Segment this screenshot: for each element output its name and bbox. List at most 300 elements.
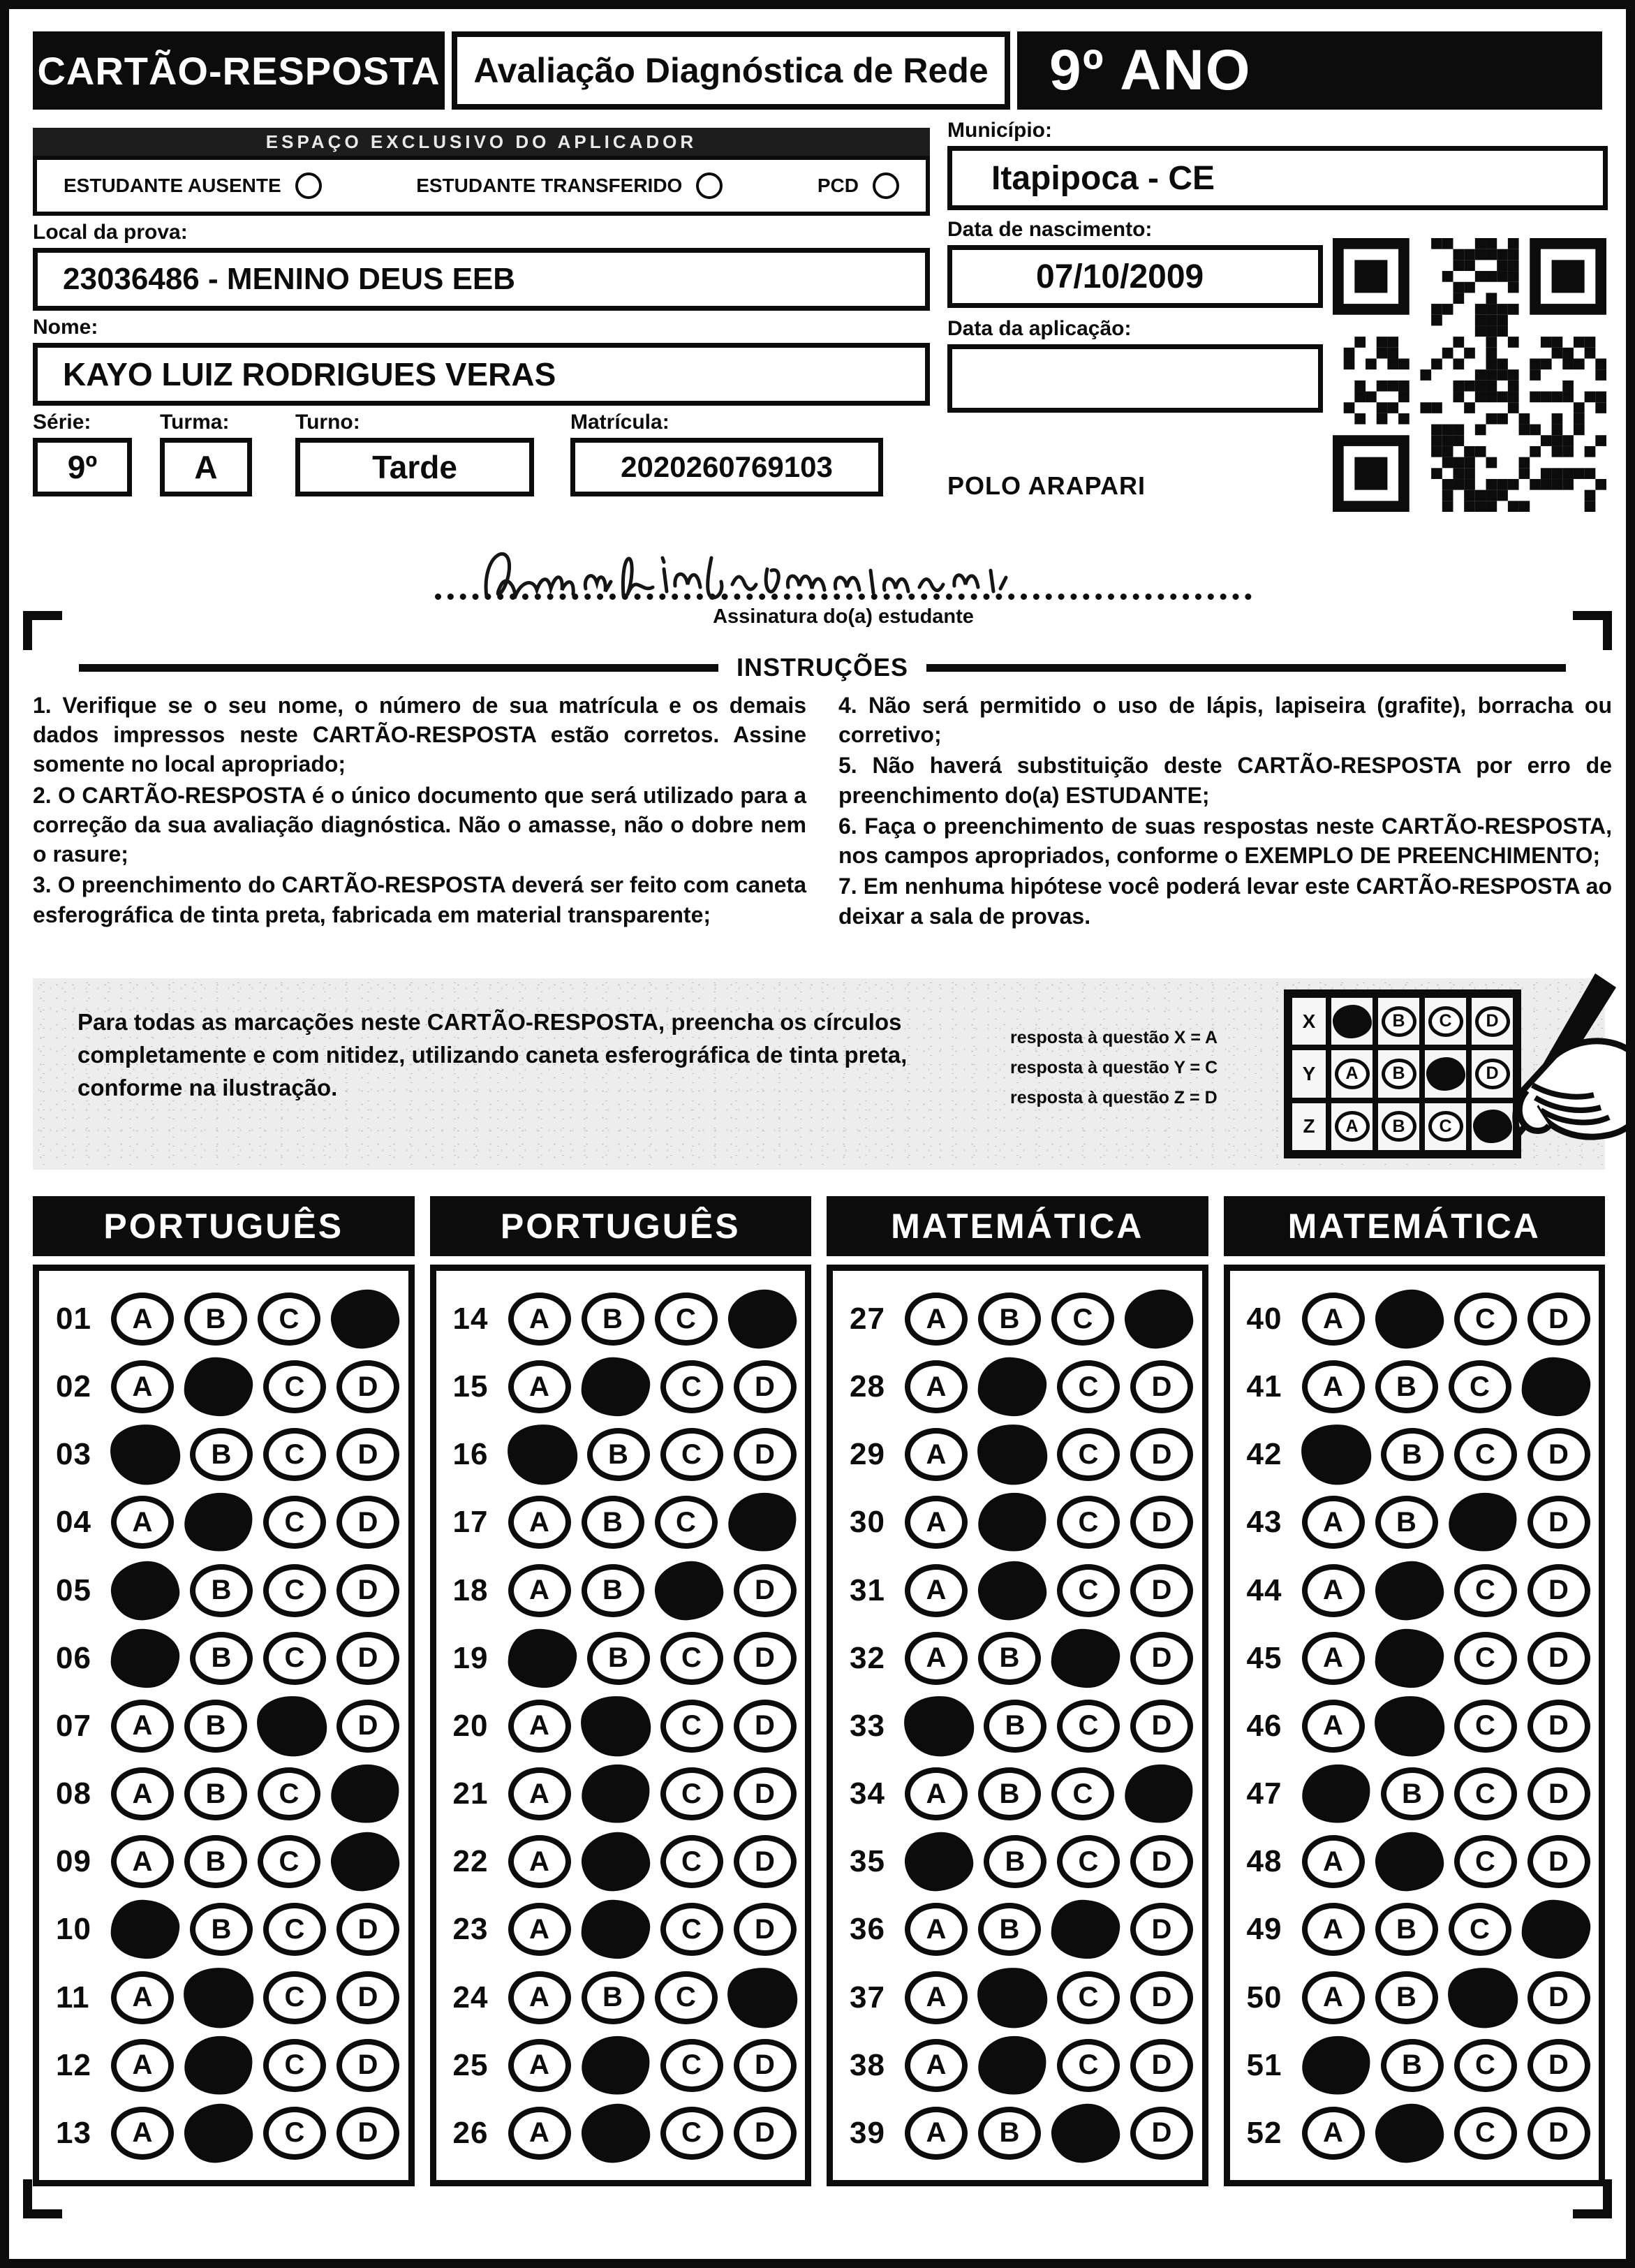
bubble-C[interactable]: C [1057,1971,1120,2024]
bubble-D[interactable]: D [734,1564,797,1617]
bubble-C[interactable]: C [655,1293,718,1346]
bubble-A[interactable]: A [905,1632,968,1685]
bubble-C[interactable]: C [263,1496,326,1549]
answer-row [850,1422,1195,1487]
bubble-A[interactable]: A [111,1767,174,1820]
bubble-A[interactable]: A [1302,2107,1365,2160]
question-number: 17 [452,1505,489,1540]
answer-row [850,1626,1195,1691]
bubble-C-marked[interactable] [653,1559,725,1622]
answer-grid [33,1265,415,2186]
answer-row [56,1489,401,1555]
status-circle[interactable] [873,172,899,199]
instruction-item: 6. Faça o preenchimento de suas respostas neste CARTÃO-RESPOSTA, nos campos apropriados, conforme o EXEMPLO DE PREENCHIMENTO; [838,813,1612,869]
answer-row [453,1558,799,1623]
example-bubble: A [1335,1111,1370,1142]
bubble-D[interactable]: D [1527,1632,1590,1685]
answer-grid [430,1265,812,2186]
bubble-D[interactable]: D [1130,1564,1193,1617]
bubble-C[interactable]: C [1057,1496,1120,1549]
bubble-D[interactable]: D [1527,1971,1590,2024]
bubble-A[interactable]: A [905,1293,968,1346]
bubble-D[interactable]: D [1527,1293,1590,1346]
bubble-B-marked[interactable] [183,1356,254,1418]
bubble-A-marked[interactable] [901,1692,978,1760]
turno-label: Turno: [295,411,360,434]
bubble-C[interactable]: C [263,1632,326,1685]
question-number: 05 [56,1573,91,1607]
bubble-B[interactable]: B [978,1903,1041,1956]
bubble-D-marked[interactable] [1121,1760,1197,1827]
question-number: 24 [452,1980,489,2015]
status-circle[interactable] [295,172,322,199]
question-number: 33 [850,1708,885,1743]
bubble-B[interactable]: B [582,1564,644,1617]
bubble-D[interactable]: D [1527,1564,1590,1617]
question-number: 07 [56,1708,91,1743]
bubble-A-marked[interactable] [903,1830,975,1894]
status-option [818,172,899,199]
bubble-C[interactable]: C [1057,1428,1120,1481]
bubble-A[interactable]: A [111,1700,174,1753]
bubble-C[interactable]: C [1057,1360,1120,1413]
bubble-A[interactable]: A [1302,1903,1365,1956]
bubble-B[interactable]: B [984,1700,1046,1753]
bubble-C[interactable]: C [263,2107,326,2160]
bubble-D[interactable]: D [1130,2039,1193,2092]
status-option [416,172,723,199]
divider-line [79,664,718,672]
answer-column [430,1196,812,2186]
bubble-A[interactable]: A [905,1496,968,1549]
bubble-A[interactable]: A [905,1767,968,1820]
answer-row [453,2100,799,2166]
bubble-B[interactable]: B [587,1428,650,1481]
bubble-B-marked[interactable] [579,1830,652,1894]
answer-row [1247,1626,1592,1691]
bubble-B-marked[interactable] [974,1420,1051,1489]
bubble-B-marked[interactable] [578,1760,653,1827]
bubble-A-marked[interactable] [110,1899,181,1961]
bubble-C-marked[interactable] [1050,1627,1121,1689]
bubble-C[interactable]: C [1454,1564,1517,1617]
bubble-B[interactable]: B [587,1632,650,1685]
bubble-B-marked[interactable] [975,2032,1050,2098]
bubble-B[interactable]: B [184,1835,247,1888]
question-number: 40 [1246,1302,1282,1336]
bubble-D[interactable]: D [336,1700,399,1753]
answer-row [1247,1829,1592,1894]
bubble-D[interactable]: D [336,1564,399,1617]
bubble-C[interactable]: C [660,1632,723,1685]
bubble-A[interactable]: A [905,1903,968,1956]
bubble-C[interactable]: C [1057,1564,1120,1617]
bubble-A[interactable]: A [508,1360,571,1413]
crop-mark-top-left [23,611,62,650]
bubble-A-marked[interactable] [110,1627,181,1689]
bubble-D[interactable]: D [1130,2107,1193,2160]
signature-label: Assinatura do(a) estudante [713,605,974,628]
bubble-D-marked[interactable] [329,1830,401,1894]
instructions-left-column [33,691,806,931]
bubble-C[interactable]: C [263,1564,326,1617]
bubble-A[interactable]: A [508,1293,571,1346]
bubble-B[interactable]: B [582,1496,644,1549]
status-option [64,172,322,199]
bubble-B-marked[interactable] [181,2032,256,2098]
bubble-A[interactable]: A [1302,1700,1365,1753]
bubble-B[interactable]: B [1375,1360,1438,1413]
bubble-C-marked[interactable] [1444,1963,1521,2031]
status-circle[interactable] [696,172,723,199]
nome-label: Nome: [33,316,98,339]
bubble-D[interactable]: D [734,2107,797,2160]
question-number: 52 [1246,2115,1282,2150]
bubble-B-marked[interactable] [975,1489,1050,1556]
answer-row [850,2033,1195,2098]
question-number: 04 [56,1505,91,1540]
bubble-C[interactable]: C [660,1903,723,1956]
bubble-B[interactable]: B [1381,1767,1444,1820]
question-number: 22 [452,1844,489,1879]
bubble-C[interactable]: C [660,2107,723,2160]
bubble-D[interactable]: D [1130,1903,1193,1956]
bubble-D[interactable]: D [336,1903,399,1956]
bubble-B-marked[interactable] [1373,1627,1444,1689]
bubble-C[interactable]: C [655,1496,718,1549]
bubble-A-marked[interactable] [1299,1760,1374,1827]
bubble-D[interactable]: D [734,1835,797,1888]
student-form-right [947,119,1612,501]
answer-row [453,1829,799,1894]
bubble-A[interactable]: A [111,1496,174,1549]
bubble-D[interactable]: D [1527,2039,1590,2092]
bubble-A[interactable]: A [1302,1835,1365,1888]
bubble-B[interactable]: B [1375,1971,1438,2024]
bubble-B[interactable]: B [190,1564,253,1617]
bubble-B-marked[interactable] [181,1489,256,1556]
question-number: 23 [452,1912,489,1947]
answer-row [56,1965,401,2031]
bubble-C[interactable]: C [1454,1293,1517,1346]
bubble-B[interactable]: B [978,2107,1041,2160]
bubble-B[interactable]: B [978,1293,1041,1346]
bubble-A[interactable]: A [1302,1632,1365,1685]
example-legend-line: resposta à questão Z = D [1010,1088,1218,1107]
bubble-C[interactable]: C [258,1835,320,1888]
answer-row [453,1422,799,1487]
question-number: 20 [452,1708,489,1743]
bubble-D[interactable]: D [734,1632,797,1685]
bubble-C[interactable]: C [263,1360,326,1413]
answer-row [56,1626,401,1691]
bubble-D[interactable]: D [336,1496,399,1549]
bubble-A[interactable]: A [508,1903,571,1956]
bubble-C[interactable]: C [660,2039,723,2092]
bubble-C[interactable]: C [1454,1767,1517,1820]
bubble-C[interactable]: C [1051,1767,1114,1820]
question-number: 50 [1246,1980,1282,2015]
bubble-A[interactable]: A [1302,1360,1365,1413]
bubble-B[interactable]: B [190,1903,253,1956]
bubble-A-marked[interactable] [1297,1420,1375,1489]
bubble-D[interactable]: D [1527,1767,1590,1820]
question-number: 19 [452,1640,489,1675]
bubble-C[interactable]: C [1057,1700,1120,1753]
question-number: 28 [850,1369,885,1404]
question-number: 08 [56,1776,91,1811]
bubble-D[interactable]: D [1130,1360,1193,1413]
bubble-C[interactable]: C [1454,2107,1517,2160]
bubble-A[interactable]: A [1302,1971,1365,2024]
example-cell [1329,995,1375,1047]
question-number: 06 [56,1640,91,1675]
answer-row [1247,2033,1592,2098]
matricula-label: Matrícula: [570,411,669,434]
bubble-C[interactable]: C [1057,1835,1120,1888]
bubble-B[interactable]: B [582,1293,644,1346]
bubble-A[interactable]: A [111,2039,174,2092]
bubble-C[interactable]: C [1454,1632,1517,1685]
bubble-B-marked[interactable] [578,2032,653,2098]
bubble-A[interactable]: A [111,1293,174,1346]
bubble-D-marked[interactable] [1520,1356,1591,1418]
bubble-D[interactable]: D [734,1428,797,1481]
bubble-C[interactable]: C [263,1428,326,1481]
bubble-D[interactable]: D [1130,1496,1193,1549]
bubble-A-marked[interactable] [109,1559,182,1622]
bubble-B-marked[interactable] [579,1356,651,1418]
example-text: Para todas as marcações neste CARTÃO-RESPOSTA, preencha os círculos completamente e com nitidez, utilizando caneta esferográfica de tinta preta, conforme na ilustração. [77,1009,908,1100]
bubble-B-marked[interactable] [1373,1559,1446,1622]
bubble-A[interactable]: A [508,1835,571,1888]
bubble-D[interactable]: D [336,2107,399,2160]
bubble-A[interactable]: A [508,1564,571,1617]
bubble-D[interactable]: D [734,1903,797,1956]
bubble-A-marked[interactable] [1299,2032,1374,2098]
nascimento-field: 07/10/2009 [947,245,1323,308]
bubble-B[interactable]: B [582,1971,644,2024]
bubble-D-marked[interactable] [723,1963,801,2031]
bubble-B[interactable]: B [184,1700,247,1753]
bubble-D[interactable]: D [734,2039,797,2092]
bubble-B[interactable]: B [1375,1496,1438,1549]
bubble-B[interactable]: B [190,1428,253,1481]
qr-code [1333,238,1606,512]
bubble-A[interactable]: A [508,2107,571,2160]
bubble-C[interactable]: C [660,1428,723,1481]
bubble-B-marked[interactable] [974,1963,1051,2031]
bubble-D[interactable]: D [336,2039,399,2092]
bubble-A-marked[interactable] [503,1420,581,1489]
question-number: 37 [850,1980,885,2015]
bubble-C[interactable]: C [258,1293,320,1346]
question-number: 41 [1246,1369,1282,1404]
bubble-A[interactable]: A [1302,1564,1365,1617]
example-bubble: A [1335,1059,1370,1089]
bubble-C[interactable]: C [1454,1428,1517,1481]
bubble-A-marked[interactable] [506,1627,577,1689]
bubble-D[interactable]: D [1130,1632,1193,1685]
bubble-A[interactable]: A [111,1835,174,1888]
bubble-A[interactable]: A [508,1700,571,1753]
bubble-D[interactable]: D [1130,1428,1193,1481]
turma-label: Turma: [160,411,230,434]
question-number: 16 [452,1437,489,1472]
bubble-C-marked[interactable] [1050,1899,1121,1961]
question-number: 29 [850,1437,885,1472]
bubble-B-marked[interactable] [577,1692,654,1760]
answer-row [850,1829,1195,1894]
question-number: 48 [1246,1844,1282,1879]
bubble-D-marked[interactable] [1123,1288,1195,1351]
bubble-C[interactable]: C [660,1767,723,1820]
bubble-B-marked[interactable] [1373,1830,1446,1894]
bubble-A[interactable]: A [905,2107,968,2160]
question-number: 01 [56,1302,91,1336]
bubble-C[interactable]: C [1454,1700,1517,1753]
bubble-D[interactable]: D [1130,1971,1193,2024]
bubble-A-marked[interactable] [107,1420,184,1489]
bubble-D[interactable]: D [336,1360,399,1413]
answer-row [850,1897,1195,1962]
question-number: 38 [850,2047,885,2082]
crop-mark-top-right [1573,611,1612,650]
bubble-A[interactable]: A [111,1971,174,2024]
example-legend-line: resposta à questão X = A [1010,1028,1218,1047]
instruction-item: 4. Não será permitido o uso de lápis, lapiseira (grafite), borracha ou corretivo; [838,693,1612,748]
question-number: 32 [850,1640,885,1675]
bubble-C[interactable]: C [263,2039,326,2092]
bubble-B-marked[interactable] [579,2102,652,2165]
bubble-B-marked[interactable] [1370,1692,1448,1760]
matricula-field: 2020260769103 [570,438,883,496]
divider-line [926,664,1566,672]
bubble-B-marked[interactable] [182,2102,255,2165]
answer-row [56,1761,401,1827]
bubble-B[interactable]: B [1381,1428,1444,1481]
bubble-C[interactable]: C [1051,1293,1114,1346]
bubble-C[interactable]: C [660,1700,723,1753]
question-number: 49 [1246,1912,1282,1947]
bubble-C-marked[interactable] [1445,1489,1521,1556]
bubble-B-marked[interactable] [1373,2102,1446,2165]
bubble-A[interactable]: A [508,1496,571,1549]
bubble-D-marked[interactable] [726,1288,799,1351]
bubble-A[interactable]: A [905,1428,968,1481]
bubble-B-marked[interactable] [579,1899,651,1961]
bubble-D[interactable]: D [1130,1700,1193,1753]
bubble-D[interactable]: D [734,1360,797,1413]
grade-label: 9º ANO [1017,31,1602,110]
bubble-C[interactable]: C [1454,2039,1517,2092]
bubble-A[interactable]: A [1302,1496,1365,1549]
question-number: 10 [56,1912,91,1947]
bubble-A[interactable]: A [905,1564,968,1617]
bubble-A[interactable]: A [905,2039,968,2092]
bubble-D-marked[interactable] [329,1288,401,1351]
bubble-D[interactable]: D [734,1767,797,1820]
bubble-B-marked[interactable] [1373,1288,1446,1351]
bubble-D-marked[interactable] [725,1489,800,1556]
example-legend-line: resposta à questão Y = C [1010,1058,1218,1077]
bubble-D[interactable]: D [734,1700,797,1753]
bubble-A[interactable]: A [508,2039,571,2092]
bubble-D[interactable]: D [336,1428,399,1481]
bubble-D[interactable]: D [1527,1700,1590,1753]
signature-handwriting [477,529,1147,612]
question-number: 47 [1246,1776,1282,1811]
bubble-C[interactable]: C [258,1767,320,1820]
bubble-D[interactable]: D [1130,1835,1193,1888]
answer-row [453,1626,799,1691]
bubble-C[interactable]: C [655,1971,718,2024]
question-number: 21 [452,1776,489,1811]
answer-row [453,1286,799,1352]
bubble-B[interactable]: B [190,1632,253,1685]
bubble-B[interactable]: B [978,1767,1041,1820]
bubble-A[interactable]: A [905,1971,968,2024]
bubble-D-marked[interactable] [327,1760,403,1827]
bubble-B[interactable]: B [184,1767,247,1820]
bubble-B-marked[interactable] [976,1559,1049,1622]
bubble-C[interactable]: C [660,1360,723,1413]
question-number: 26 [452,2115,489,2150]
example-bubble: D [1475,1059,1510,1089]
bubble-B[interactable]: B [984,1835,1046,1888]
bubble-C[interactable]: C [263,1903,326,1956]
answer-row [850,1286,1195,1352]
answer-row [1247,1354,1592,1420]
bubble-C-marked[interactable] [1049,2102,1122,2165]
answer-column [827,1196,1208,2186]
student-form-left [33,128,930,496]
question-number: 44 [1246,1573,1282,1607]
bubble-D[interactable]: D [336,1632,399,1685]
bubble-C[interactable]: C [1449,1903,1511,1956]
bubble-B-marked[interactable] [977,1356,1048,1418]
bubble-D[interactable]: D [1527,1428,1590,1481]
bubble-B[interactable]: B [1381,2039,1444,2092]
bubble-D[interactable]: D [1527,1496,1590,1549]
bubble-D[interactable]: D [1527,2107,1590,2160]
bubble-A[interactable]: A [111,1360,174,1413]
bubble-C[interactable]: C [660,1835,723,1888]
bubble-A[interactable]: A [508,1971,571,2024]
bubble-B[interactable]: B [184,1293,247,1346]
answer-row [453,1965,799,2031]
bubble-B[interactable]: B [1375,1903,1438,1956]
bubble-C[interactable]: C [263,1971,326,2024]
bubble-B-marked[interactable] [180,1963,258,2031]
bubble-C[interactable]: C [1454,1835,1517,1888]
bubble-C-marked[interactable] [253,1692,331,1760]
bubble-A[interactable]: A [508,1767,571,1820]
bubble-A[interactable]: A [111,2107,174,2160]
bubble-B[interactable]: B [978,1632,1041,1685]
bubble-C[interactable]: C [1057,2039,1120,2092]
instructions-title: INSTRUÇÕES [736,653,909,682]
bubble-D[interactable]: D [336,1971,399,2024]
bubble-D-marked[interactable] [1520,1899,1591,1961]
bubble-C[interactable]: C [1449,1360,1511,1413]
answer-row [1247,1422,1592,1487]
example-row-label: Z [1289,1100,1329,1153]
bubble-A[interactable]: A [905,1360,968,1413]
bubble-D[interactable]: D [1527,1835,1590,1888]
bubble-A[interactable]: A [1302,1293,1365,1346]
question-number: 18 [452,1573,489,1607]
